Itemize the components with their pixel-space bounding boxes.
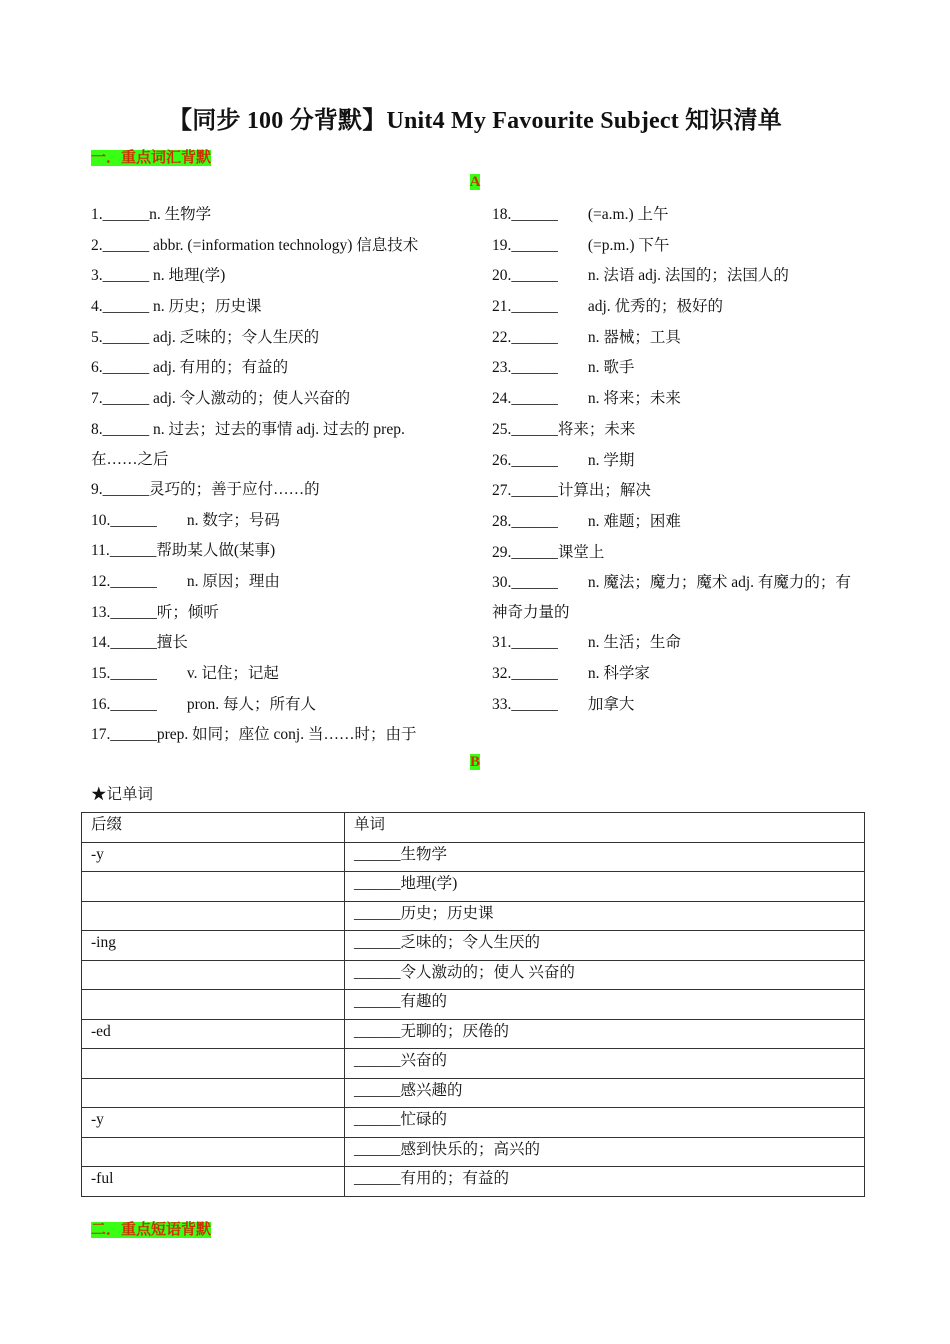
answer-blank[interactable]: ______ — [102, 206, 150, 223]
item-number: 12. — [91, 572, 111, 590]
item-number: 8. — [91, 420, 103, 438]
part-a-label — [0, 174, 950, 191]
answer-blank[interactable]: ______ — [511, 543, 558, 561]
answer-blank[interactable]: ______ — [102, 236, 150, 254]
item-number: 16. — [91, 695, 111, 713]
vocab-item — [91, 536, 451, 567]
table-row — [82, 1049, 865, 1079]
answer-blank[interactable]: ______ — [102, 420, 150, 438]
item-definition: 将来；未来 — [557, 420, 636, 438]
vocab-item — [91, 384, 451, 415]
answer-blank[interactable]: ______ — [511, 328, 558, 346]
vocab-item — [91, 506, 451, 537]
item-number: 18. — [492, 206, 512, 223]
suffix-cell: -y — [82, 1108, 345, 1138]
answer-blank[interactable]: ______ — [511, 574, 558, 592]
item-number: 28. — [492, 512, 512, 530]
item-number: 17. — [91, 726, 111, 744]
vocab-item — [91, 720, 451, 751]
item-definition: adj. 令人激动的；使人兴奋的 — [149, 390, 351, 408]
section-heading-phrases — [91, 1218, 211, 1239]
suffix-cell: -ed — [82, 1019, 345, 1049]
header-suffix: 后缀 — [82, 813, 345, 843]
table-row — [82, 1078, 865, 1108]
section-heading-vocabulary — [91, 146, 211, 167]
item-number: 5. — [91, 328, 103, 346]
answer-blank[interactable]: ______ — [110, 572, 157, 590]
item-definition: 听；倾听 — [156, 603, 219, 621]
item-number: 11. — [91, 542, 110, 560]
suffix-cell — [82, 1049, 345, 1079]
item-definition: n. 法语 adj. 法国的；法国人的 — [587, 267, 789, 285]
word-cell[interactable]: ______历史；历史课 — [345, 901, 865, 931]
vocab-item — [492, 690, 852, 721]
vocab-list-right — [492, 200, 852, 720]
answer-blank[interactable]: ______ — [110, 511, 157, 529]
word-cell[interactable]: ______感到快乐的；高兴的 — [345, 1137, 865, 1167]
word-cell[interactable]: ______地理(学) — [345, 872, 865, 902]
item-definition: n. 将来；未来 — [587, 390, 681, 408]
suffix-cell: -ful — [82, 1167, 345, 1197]
vocab-item — [492, 353, 852, 384]
part-a-text: A — [469, 174, 481, 190]
answer-blank[interactable]: ______ — [511, 634, 558, 652]
answer-blank[interactable]: ______ — [102, 328, 150, 346]
table-row — [82, 1137, 865, 1167]
vocab-item — [492, 323, 852, 354]
item-number: 23. — [492, 359, 512, 377]
vocab-item — [91, 415, 451, 475]
item-number: 3. — [91, 267, 103, 285]
word-cell[interactable]: ______乏味的；令人生厌的 — [345, 931, 865, 961]
table-header-row — [82, 813, 865, 843]
item-definition: n. 历史；历史课 — [149, 298, 262, 316]
item-definition: 计算出；解决 — [557, 482, 651, 500]
vocab-item — [492, 261, 852, 292]
suffix-cell: -ing — [82, 931, 345, 961]
item-number: 20. — [492, 267, 512, 285]
item-definition: n. 过去；过去的事情 adj. 过去的 prep. 在……之后 — [91, 420, 405, 468]
item-definition: 加拿大 — [587, 695, 635, 713]
answer-blank[interactable]: ______ — [110, 726, 157, 744]
item-number: 6. — [91, 359, 103, 377]
vocab-item — [91, 628, 451, 659]
part-b-label — [0, 754, 950, 771]
suffix-cell — [82, 872, 345, 902]
vocab-item — [492, 476, 852, 507]
item-number: 14. — [91, 634, 111, 652]
vocab-item — [492, 507, 852, 538]
item-number: 9. — [91, 480, 103, 498]
word-cell[interactable]: ______兴奋的 — [345, 1049, 865, 1079]
item-definition: 擅长 — [156, 634, 188, 652]
word-cell[interactable]: ______令人激动的；使人 兴奋的 — [345, 960, 865, 990]
item-definition: n. 器械；工具 — [587, 328, 681, 346]
word-cell[interactable]: ______感兴趣的 — [345, 1078, 865, 1108]
item-number: 27. — [492, 482, 512, 500]
answer-blank[interactable]: ______ — [102, 390, 150, 408]
vocab-item — [492, 628, 852, 659]
item-definition: (=p.m.) 下午 — [587, 236, 670, 254]
item-definition: adj. 乏味的；令人生厌的 — [149, 328, 320, 346]
item-definition: n. 地理(学) — [149, 267, 226, 285]
vocab-item — [91, 475, 451, 506]
table-row — [82, 990, 865, 1020]
vocab-item — [492, 415, 852, 446]
word-cell[interactable]: ______生物学 — [345, 842, 865, 872]
vocab-item — [492, 200, 852, 231]
vocab-item — [91, 200, 451, 231]
item-number: 32. — [492, 664, 512, 682]
item-number: 22. — [492, 328, 512, 346]
table-row — [82, 1019, 865, 1049]
item-number: 15. — [91, 664, 111, 682]
vocab-item — [91, 353, 451, 384]
item-definition: n. 生物学 — [149, 206, 212, 223]
answer-blank[interactable]: ______ — [102, 267, 150, 285]
section-heading-text: 一．重点词汇背默 — [91, 150, 212, 166]
item-definition: v. 记住；记起 — [186, 664, 279, 682]
suffix-cell — [82, 1137, 345, 1167]
item-definition: 课堂上 — [557, 543, 605, 561]
word-cell[interactable]: ______无聊的；厌倦的 — [345, 1019, 865, 1049]
vocab-item — [492, 568, 852, 628]
vocab-item — [492, 292, 852, 323]
answer-blank[interactable]: ______ — [511, 298, 558, 316]
header-word: 单词 — [345, 813, 865, 843]
answer-blank[interactable]: ______ — [511, 420, 558, 438]
item-definition: n. 魔法；魔力；魔术 adj. 有魔力的；有神奇力量的 — [492, 574, 851, 622]
answer-blank[interactable]: ______ — [110, 695, 157, 713]
answer-blank[interactable]: ______ — [110, 634, 157, 652]
vocab-item — [91, 598, 451, 629]
item-number: 26. — [492, 451, 512, 469]
vocab-item — [492, 446, 852, 477]
item-definition: n. 数字；号码 — [186, 511, 280, 529]
table-row — [82, 842, 865, 872]
vocab-item — [492, 231, 852, 262]
word-cell[interactable]: ______忙碌的 — [345, 1108, 865, 1138]
item-number: 19. — [492, 236, 512, 254]
vocab-item — [91, 659, 451, 690]
answer-blank[interactable]: ______ — [511, 482, 558, 500]
table-row — [82, 872, 865, 902]
suffix-cell — [82, 960, 345, 990]
suffix-cell: -y — [82, 842, 345, 872]
answer-blank[interactable]: ______ — [110, 603, 157, 621]
vocab-item — [91, 231, 451, 262]
item-number: 25. — [492, 420, 512, 438]
suffix-table — [81, 812, 865, 1197]
vocab-item — [492, 384, 852, 415]
vocab-item — [91, 261, 451, 292]
suffix-cell — [82, 901, 345, 931]
item-number: 4. — [91, 298, 103, 316]
item-definition: n. 学期 — [587, 451, 635, 469]
part-b-text: B — [469, 754, 480, 770]
answer-blank[interactable]: ______ — [102, 298, 150, 316]
answer-blank[interactable]: ______ — [511, 451, 558, 469]
vocab-item — [492, 659, 852, 690]
suffix-cell — [82, 1078, 345, 1108]
answer-blank[interactable]: ______ — [511, 267, 558, 285]
word-cell[interactable]: ______有用的；有益的 — [345, 1167, 865, 1197]
answer-blank[interactable]: ______ — [109, 542, 157, 560]
vocab-item — [91, 567, 451, 598]
answer-blank[interactable]: ______ — [110, 664, 157, 682]
item-definition: pron. 每人；所有人 — [186, 695, 317, 713]
vocab-item — [91, 323, 451, 354]
table-row — [82, 931, 865, 961]
answer-blank[interactable]: ______ — [511, 236, 558, 254]
suffix-cell — [82, 990, 345, 1020]
item-definition: prep. 如同；座位 conj. 当……时；由于 — [156, 726, 417, 744]
item-number: 13. — [91, 603, 111, 621]
answer-blank[interactable]: ______ — [511, 664, 558, 682]
page-title: 【同步 100 分背默】Unit4 My Favourite Subject 知识清单 — [168, 108, 782, 134]
item-definition: adj. 优秀的；极好的 — [587, 298, 724, 316]
vocab-item — [91, 292, 451, 323]
vocab-item — [492, 538, 852, 569]
item-definition: abbr. (=information technology) 信息技术 — [149, 236, 419, 254]
item-definition: n. 歌手 — [587, 359, 635, 377]
item-number: 30. — [492, 574, 512, 592]
item-number: 10. — [91, 511, 111, 529]
table-row — [82, 1167, 865, 1197]
item-number: 24. — [492, 390, 512, 408]
item-number: 21. — [492, 298, 512, 316]
item-number: 29. — [492, 543, 512, 561]
item-definition: 帮助某人做(某事) — [156, 542, 276, 560]
table-row — [82, 901, 865, 931]
answer-blank[interactable]: ______ — [511, 359, 558, 377]
table-row — [82, 960, 865, 990]
item-number: 1. — [91, 206, 103, 223]
item-definition: n. 原因；理由 — [186, 572, 280, 590]
item-definition: 灵巧的；善于应付……的 — [149, 480, 320, 498]
word-cell[interactable]: ______有趣的 — [345, 990, 865, 1020]
answer-blank[interactable]: ______ — [511, 695, 558, 713]
item-definition: n. 生活；生命 — [587, 634, 681, 652]
answer-blank[interactable]: ______ — [511, 390, 558, 408]
item-number: 7. — [91, 390, 103, 408]
table-row — [82, 1108, 865, 1138]
answer-blank[interactable]: ______ — [511, 512, 558, 530]
vocab-item — [91, 690, 451, 721]
section-heading-text: 二．重点短语背默 — [91, 1222, 212, 1238]
vocab-list-left — [91, 200, 451, 751]
item-number: 2. — [91, 236, 103, 254]
item-definition: (=a.m.) 上午 — [587, 206, 669, 223]
item-definition: n. 难题；困难 — [587, 512, 681, 530]
item-number: 31. — [492, 634, 512, 652]
answer-blank[interactable]: ______ — [102, 359, 150, 377]
item-definition: n. 科学家 — [587, 664, 650, 682]
item-number: 33. — [492, 695, 512, 713]
answer-blank[interactable]: ______ — [102, 480, 150, 498]
table-note: ★记单词 — [91, 786, 154, 803]
answer-blank[interactable]: ______ — [511, 206, 558, 223]
item-definition: adj. 有用的；有益的 — [149, 359, 289, 377]
